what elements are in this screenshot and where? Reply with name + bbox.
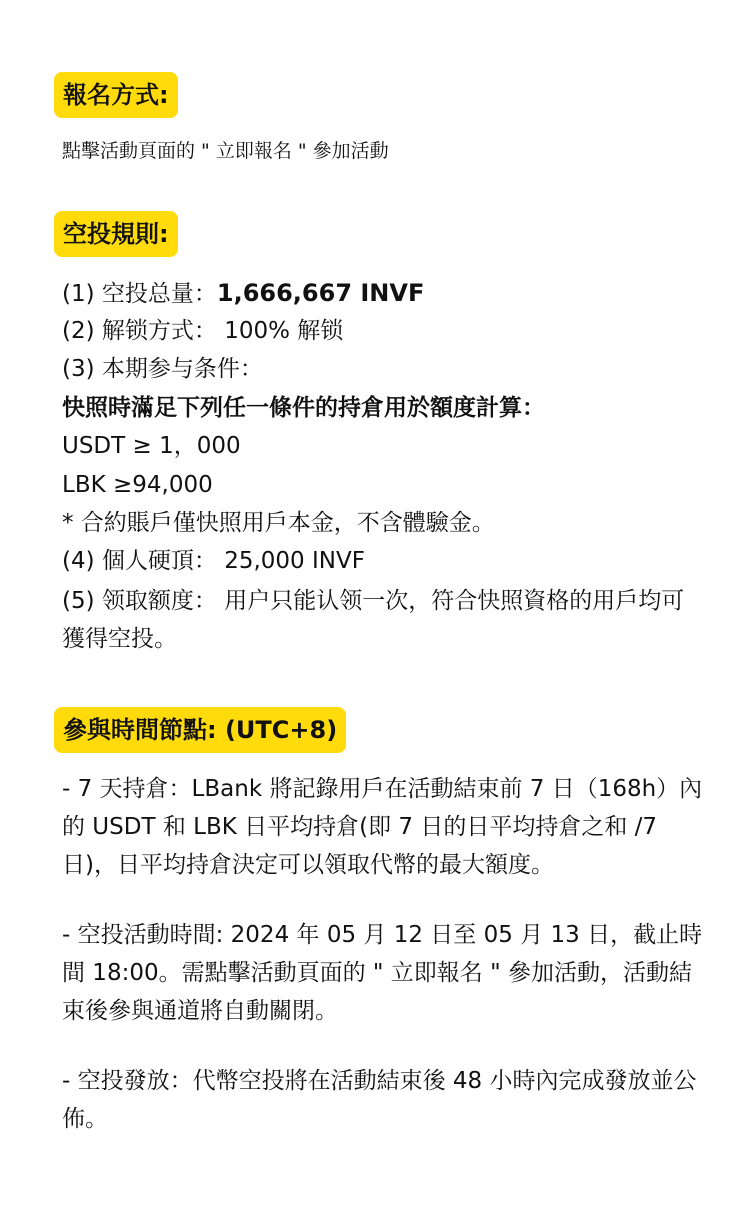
signup-text: 點擊活動頁面的 " 立即報名 " 參加活動 xyxy=(62,140,389,162)
signup-heading: 報名方式: xyxy=(54,72,178,118)
rule-usdt: USDT ≥ 1，000 xyxy=(62,433,241,459)
time-heading: 參與時間節點: (UTC+8) xyxy=(54,707,346,753)
rule-total-label: (1) 空投总量： xyxy=(62,281,217,307)
time-distribution: - 空投發放：代幣空投將在活動結束後 48 小時內完成發放並公佈。 xyxy=(62,1068,697,1132)
rule-total-value: 1,666,667 INVF xyxy=(216,279,425,307)
time-holding: - 7 天持倉：LBank 將記錄用戶在活動結束前 7 日（168h）內的 USDT 和 LBK 日平均持倉(即 7 日的日平均持倉之和 /7 日)，日平均持倉決定可以領取代幣的最大額度。 xyxy=(62,776,703,878)
rules-heading: 空投規則: xyxy=(54,211,178,257)
rule-contract-note: * 合約賬戶僅快照用戶本金，不含體驗金。 xyxy=(62,510,495,536)
rule-hardcap: (4) 個人硬頂： 25,000 INVF xyxy=(62,548,365,574)
time-period: - 空投活動時間: 2024 年 05 月 12 日至 05 月 13 日，截止時間 18:00。需點擊活動頁面的 " 立即報名 " 參加活動，活動結束後參與通道將自動關閉。 xyxy=(62,922,703,1024)
rule-total xyxy=(62,276,704,311)
rule-snapshot: 快照時滿足下列任一條件的持倉用於額度計算： xyxy=(62,395,545,421)
rule-claim: (5) 领取额度： 用户只能认领一次，符合快照資格的用戶均可獲得空投。 xyxy=(62,588,685,652)
rule-conditions: (3) 本期参与条件： xyxy=(62,356,263,382)
rule-lbk: LBK ≥94,000 xyxy=(62,472,213,498)
rule-unlock: (2) 解锁方式： 100% 解锁 xyxy=(62,318,344,344)
